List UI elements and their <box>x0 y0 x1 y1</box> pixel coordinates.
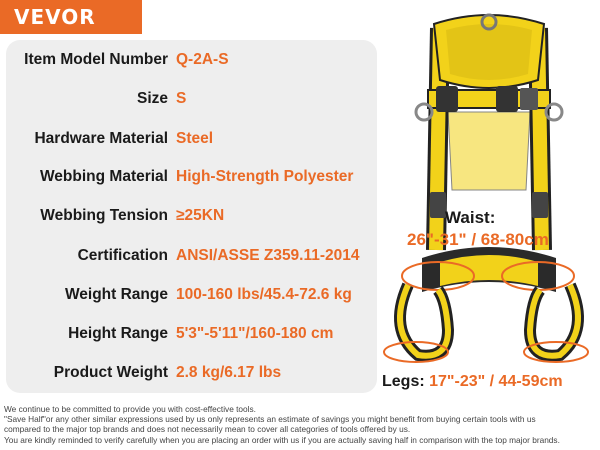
disclaimer-line: "Save Half"or any other similar expressions used by us only represents an estimate of savings you might benefit from buying certain tools with us <box>4 414 536 425</box>
disclaimer-line: You are kindly reminded to verify carefully when you are placing an order with us if you are actually saving half in comparison with the top major brands. <box>4 434 560 445</box>
spec-label: Webbing Tension <box>40 207 168 224</box>
spec-value: 100-160 lbs/45.4-72.6 kg <box>176 286 352 303</box>
spec-label: Webbing Material <box>39 168 168 185</box>
spec-value: 5'3"-5'11"/160-180 cm <box>176 325 334 342</box>
spec-label: Height Range <box>68 325 168 342</box>
spec-value: ANSI/ASSE Z359.11-2014 <box>176 247 360 264</box>
spec-label: Hardware Material <box>34 130 168 147</box>
brand-logo <box>0 0 142 34</box>
spec-row-certification <box>0 244 376 268</box>
spec-row-weight-range <box>0 283 376 307</box>
spec-row-hardware-material <box>0 127 376 151</box>
waist-value: 26"-31" / 68-80cm <box>407 230 549 249</box>
spec-row-webbing-tension <box>0 204 376 228</box>
spec-row-webbing-material <box>0 165 376 189</box>
spec-label: Certification <box>77 247 168 264</box>
spec-value: ≥25KN <box>176 207 225 224</box>
disclaimer <box>4 404 598 445</box>
legs-size-callout <box>382 373 563 391</box>
spec-value: S <box>176 90 187 107</box>
disclaimer-line: compared to the major top brands and does not necessarily mean to cover all categories of tools offered by us. <box>4 424 411 435</box>
spec-value: 2.8 kg/6.17 lbs <box>176 364 282 381</box>
spec-label: Item Model Number <box>24 51 168 68</box>
legs-label: Legs: <box>382 373 425 390</box>
spec-value: Q-2A-S <box>176 51 229 68</box>
spec-row-model-number <box>0 48 376 72</box>
spec-value: Steel <box>176 130 214 147</box>
spec-row-size <box>0 87 376 111</box>
waist-label: Waist: <box>445 208 496 227</box>
spec-label: Product Weight <box>53 364 168 381</box>
safety-harness-image <box>378 0 600 405</box>
disclaimer-line: We continue to be committed to provide you with cost-effective tools. <box>4 404 256 414</box>
legs-value: 17"-23" / 44-59cm <box>429 373 563 390</box>
spec-label: Weight Range <box>64 286 168 303</box>
spec-row-product-weight <box>0 361 376 385</box>
brand-logo-text: VEVOR <box>14 5 96 29</box>
waist-size-label <box>445 208 495 228</box>
spec-label: Size <box>136 90 168 107</box>
spec-value: High-Strength Polyester <box>176 168 354 185</box>
spec-row-height-range <box>0 322 376 346</box>
waist-size-value <box>407 230 549 250</box>
